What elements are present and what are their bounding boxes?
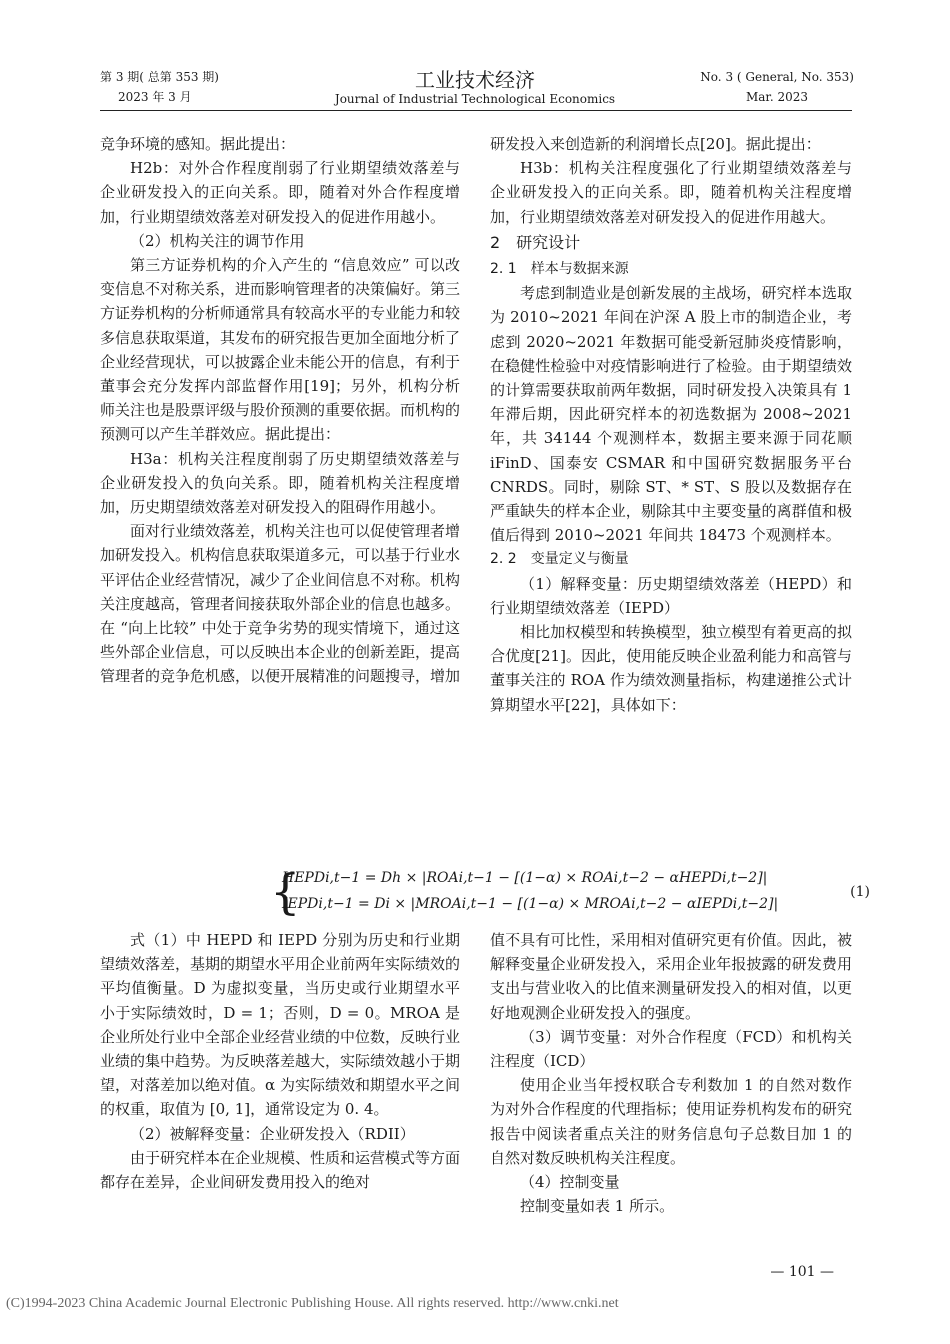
paragraph: 面对行业绩效落差，机构关注也可以促使管理者增加研发投入。机构信息获取渠道多元，可以基于行业水平评估企业经营情况，减少了企业间信息不对称。机构关注度越高，管理者间接获取外部企业的信息也越多。在 “向上比较” 中处于竞争劣势的现实情境下，通过这些外部企业信息，可以反映出本企业的创新差距，提高管理者的竞争危机感，以便开展精准的问题搜寻，增加	[100, 522, 461, 686]
issue-date: 2023 年 3 月	[118, 90, 192, 104]
paragraph: （3）调节变量：对外合作程度（FCD）和机构关注程度（ICD）	[490, 1027, 852, 1071]
page-header	[0, 0, 950, 112]
paragraph: 式（1）中 HEPD 和 IEPD 分别为历史和行业期望绩效落差，基期的期望水平用企业前两年实际绩效的平均值衡量。D 为虚拟变量，当历史或行业期望水平小于实际绩效时，D = 1；否则，D = 0。MROA 是企业所处行业中全部企业经营业绩的中位数，反映行业业绩的集中趋势。为反映落差越大，实际绩效越小于期望，对落差加以绝对值。α 为实际绩效和期望水平之间的权重，取值为 [0, 1]，通常设定为 0. 4。	[100, 931, 461, 1119]
paragraph: 使用企业当年授权联合专利数加 1 的自然对数作为对外合作程度的代理指标；使用证券机构发布的研究报告中阅读者重点关注的财务信息句子总数目加 1 的自然对数反映机构关注程度。	[490, 1076, 852, 1167]
paragraph: 由于研究样本在企业规模、性质和运营模式等方面都存在差异，企业间研发费用投入的绝对	[100, 1148, 461, 1192]
paragraph: 相比加权模型和转换模型，独立模型有着更高的拟合优度[21]。因此，使用能反映企业盈利能力和高管与董事关注的 ROA 作为绩效测量指标，构建递推公式计算期望水平[22]，具体如下：	[490, 623, 852, 714]
equation-1	[270, 864, 870, 920]
issue-info-en: No. 3 ( General, No. 353)	[700, 70, 854, 84]
equation-brace: {	[270, 864, 301, 920]
page-number: — 101 —	[770, 1264, 834, 1280]
paragraph: H3a：机构关注程度削弱了历史期望绩效落差与企业研发投入的负向关系。即，随着机构关注程度增加，历史期望绩效落差对研发投入的阻碍作用越小。	[100, 449, 460, 517]
paragraph: （1）解释变量：历史期望绩效落差（HEPD）和行业期望绩效落差（IEPD）	[490, 574, 852, 617]
paragraph: （2）被解释变量：企业研发投入（RDII）	[130, 1124, 415, 1143]
right-column-top	[490, 132, 852, 717]
right-column-bottom	[490, 928, 852, 1218]
paragraph: 控制变量如表 1 所示。	[520, 1197, 675, 1216]
paragraph: H3b：机构关注程度强化了行业期望绩效落差与企业研发投入的正向关系。即，随着机构关注程度增加，行业期望绩效落差对研发投入的促进作用越大。	[490, 159, 852, 226]
paragraph: 考虑到制造业是创新发展的主战场，研究样本选取为 2010~2021 年间在沪深 A 股上市的制造企业，考虑到 2020~2021 年数据可能受新冠肺炎疫情影响，在稳健性检验中对疫情影响进行了检验。由于期望绩效的计算需要获取前两年数据，同时研发投入决策具有 1 年滞后期，因此研究样本的初选数据为 2008~2021 年，共 34144 个观测样本，数据主要来源于同花顺 iFinD、国泰安 CSMAR 和中国研究数据服务平台 CNRDS。同时，剔除 ST、* ST、S 股以及数据存在严重缺失的样本企业，剔除其中主要变量的离群值和极值后得到 2010~2021 年间共 18473 个观测样本。	[490, 284, 852, 545]
paragraph: 竞争环境的感知。据此提出：	[100, 135, 296, 153]
issue-info: 第 3 期( 总第 353 期)	[100, 70, 219, 84]
paragraph: 第三方证券机构的介入产生的 “信息效应” 可以改变信息不对称关系，进而影响管理者的决策偏好。第三方证券机构的分析师通常具有较高水平的专业能力和较多信息获取渠道，其发布的研究报告更加全面地分析了企业经营现状，可以披露企业未能公开的信息，有利于董事会充分发挥内部监督作用[19]；另外，机构分析师关注也是股票评级与股价预测的重要依据。而机构的预测可以产生羊群效应。据此提出：	[100, 256, 461, 444]
journal-title-en: Journal of Industrial Technological Economics	[334, 92, 616, 106]
paragraph: 值不具有可比性，采用相对值研究更有价值。因此，被解释变量企业研发投入，采用企业年报披露的研发费用支出与营业收入的比值来测量研发投入的相对值，以更好地观测企业研发投入的强度。	[490, 931, 852, 1022]
left-column-bottom	[100, 928, 460, 1194]
equation-line-1: HEPDi,t−1 = Dh × |ROAi,t−1 − [(1−α) × ROAi,t−2 − αHEPDi,t−2]|	[282, 870, 768, 886]
paragraph: 2 研究设计	[490, 232, 581, 252]
equation-number: (1)	[850, 884, 870, 900]
paragraph: 研发投入来创造新的利润增长点[20]。据此提出：	[490, 135, 821, 153]
paragraph: （2）机构关注的调节作用	[130, 231, 305, 250]
paragraph: 2. 1 样本与数据来源	[490, 261, 629, 278]
equation-line-2: IEPDi,t−1 = Di × |MROAi,t−1 − [(1−α) × MROAi,t−2 − αIEPDi,t−2]|	[282, 896, 779, 912]
journal-title-cn: 工业技术经济	[415, 68, 535, 92]
header-rule	[100, 110, 852, 111]
issue-date-en: Mar. 2023	[745, 90, 808, 104]
paragraph: H2b：对外合作程度削弱了行业期望绩效落差与企业研发投入的正向关系。即，随着对外合作程度增加，行业期望绩效落差对研发投入的促进作用越小。	[100, 159, 460, 226]
left-column-top	[100, 132, 460, 689]
paragraph: 2. 2 变量定义与衡量	[490, 551, 629, 568]
copyright-footer: (C)1994-2023 China Academic Journal Electronic Publishing House. All rights reserved. http://www.cnki.net	[6, 1296, 619, 1311]
paragraph: （4）控制变量	[520, 1173, 620, 1192]
